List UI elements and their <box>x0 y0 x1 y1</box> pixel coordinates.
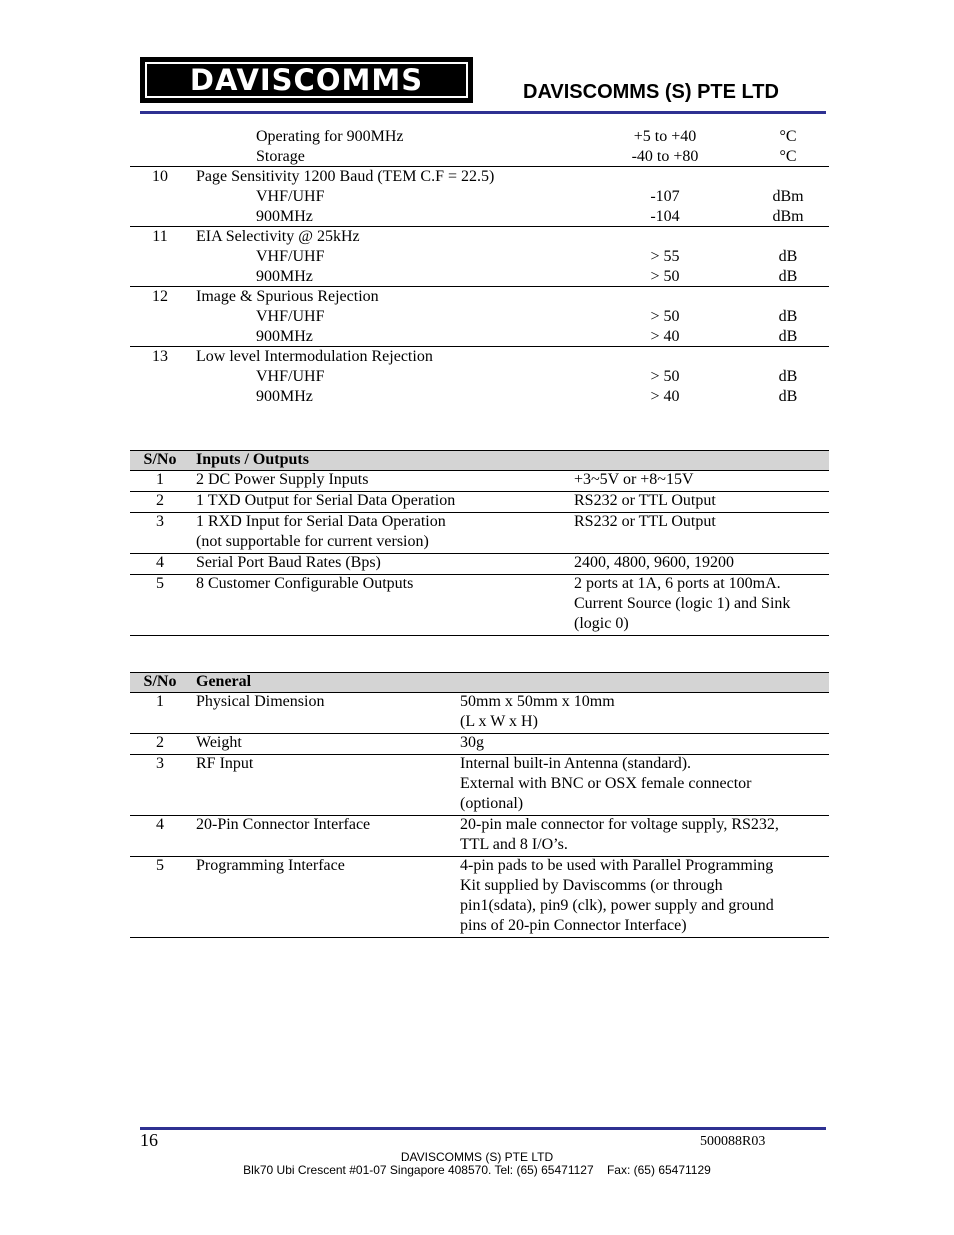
spec-unit: dB <box>778 368 798 385</box>
spec-value: > 50 <box>650 368 680 385</box>
row-detail: Internal built-in Antenna (standard). <box>460 755 692 772</box>
spec-parameter: EIA Selectivity @ 25kHz <box>196 228 360 245</box>
spec-unit: dB <box>778 248 798 265</box>
spec-sno: 12 <box>152 288 168 305</box>
spec-value: > 40 <box>650 328 680 345</box>
row-detail: RS232 or TTL Output <box>574 513 716 530</box>
page-number: 16 <box>140 1130 158 1150</box>
row-sno: 3 <box>156 755 164 772</box>
row-detail: 2400, 4800, 9600, 19200 <box>574 554 734 571</box>
row-item: Serial Port Baud Rates (Bps) <box>196 554 381 571</box>
logo-text: DAVISCOMMS <box>145 62 468 98</box>
spec-parameter: Image & Spurious Rejection <box>196 288 379 305</box>
spec-value: > 40 <box>650 388 680 405</box>
table-header-sno: S/No <box>143 673 177 690</box>
row-item: RF Input <box>196 755 254 772</box>
row-sno: 1 <box>156 471 164 488</box>
spec-subitem: 900MHz <box>256 328 313 345</box>
spec-subitem: 900MHz <box>256 268 313 285</box>
spec-subitem: 900MHz <box>256 208 313 225</box>
spec-subitem: Operating for 900MHz <box>256 128 404 145</box>
row-item: 1 RXD Input for Serial Data Operation <box>196 513 446 530</box>
spec-sno: 11 <box>152 228 168 245</box>
row-detail: (optional) <box>460 795 524 812</box>
spec-table <box>0 0 954 420</box>
spec-value: > 50 <box>650 308 680 325</box>
spec-subitem: Storage <box>256 148 305 165</box>
spec-parameter: Low level Intermodulation Rejection <box>196 348 433 365</box>
row-sno: 4 <box>156 554 164 571</box>
table-header-sno: S/No <box>143 451 177 468</box>
row-detail: 4-pin pads to be used with Parallel Programming <box>460 857 774 874</box>
spec-unit: °C <box>779 148 797 165</box>
spec-subitem: 900MHz <box>256 388 313 405</box>
spec-row-rule <box>130 286 829 287</box>
row-detail: (L x W x H) <box>460 713 538 730</box>
header-company-name: DAVISCOMMS (S) PTE LTD <box>523 81 779 103</box>
row-detail: Current Source (logic 1) and Sink <box>574 595 791 612</box>
row-sno: 2 <box>156 492 164 509</box>
spec-row-rule <box>130 346 829 347</box>
row-sno: 2 <box>156 734 164 751</box>
table-row-rule <box>130 937 829 938</box>
spec-unit: dBm <box>772 208 804 225</box>
row-detail: 50mm x 50mm x 10mm <box>460 693 615 710</box>
spec-unit: dB <box>778 328 798 345</box>
spec-row-rule <box>130 166 829 167</box>
spec-subitem: VHF/UHF <box>256 188 325 205</box>
spec-unit: °C <box>779 128 797 145</box>
spec-subitem: VHF/UHF <box>256 308 325 325</box>
row-sno: 1 <box>156 693 164 710</box>
row-detail: 30g <box>460 734 484 751</box>
footer-address: Blk70 Ubi Crescent #01-07 Singapore 408570. Tel: (65) 65471127 Fax: (65) 65471129 <box>243 1163 711 1177</box>
spec-unit: dBm <box>772 188 804 205</box>
row-item: Programming Interface <box>196 857 345 874</box>
spec-value: -104 <box>650 208 680 225</box>
row-detail: pin1(sdata), pin9 (clk), power supply and ground <box>460 897 774 914</box>
spec-value: > 50 <box>650 268 680 285</box>
row-sno: 5 <box>156 575 164 592</box>
row-sno: 5 <box>156 857 164 874</box>
row-item: Weight <box>196 734 242 751</box>
spec-value: +5 to +40 <box>633 128 697 145</box>
spec-subitem: VHF/UHF <box>256 248 325 265</box>
table-header-title: General <box>196 673 252 690</box>
spec-value: -107 <box>650 188 680 205</box>
row-detail: RS232 or TTL Output <box>574 492 716 509</box>
spec-subitem: VHF/UHF <box>256 368 325 385</box>
row-detail: TTL and 8 I/O’s. <box>460 836 568 853</box>
spec-value: > 55 <box>650 248 680 265</box>
footer-rule <box>140 1127 826 1130</box>
row-detail: (logic 0) <box>574 615 629 632</box>
spec-unit: dB <box>778 388 798 405</box>
spec-unit: dB <box>778 268 798 285</box>
row-sno: 3 <box>156 513 164 530</box>
spec-parameter: Page Sensitivity 1200 Baud (TEM C.F = 22.5) <box>196 168 495 185</box>
spec-row-rule <box>130 226 829 227</box>
footer-company: DAVISCOMMS (S) PTE LTD <box>400 1150 554 1164</box>
table-row-rule <box>130 635 829 636</box>
row-item: 1 TXD Output for Serial Data Operation <box>196 492 456 509</box>
spec-unit: dB <box>778 308 798 325</box>
row-item: 20-Pin Connector Interface <box>196 816 371 833</box>
row-item: (not supportable for current version) <box>196 533 429 550</box>
row-item: Physical Dimension <box>196 693 325 710</box>
row-detail: 20-pin male connector for voltage supply, RS232, <box>460 816 779 833</box>
row-detail: External with BNC or OSX female connector <box>460 775 752 792</box>
row-detail: 2 ports at 1A, 6 ports at 100mA. <box>574 575 781 592</box>
row-detail: pins of 20-pin Connector Interface) <box>460 917 687 934</box>
document-number: 500088R03 <box>700 1134 766 1149</box>
spec-sno: 10 <box>152 168 168 185</box>
table-header-title: Inputs / Outputs <box>196 451 309 468</box>
row-item: 2 DC Power Supply Inputs <box>196 471 369 488</box>
row-detail: +3~5V or +8~15V <box>574 471 694 488</box>
row-sno: 4 <box>156 816 164 833</box>
spec-sno: 13 <box>152 348 168 365</box>
row-item: 8 Customer Configurable Outputs <box>196 575 414 592</box>
spec-value: -40 to +80 <box>631 148 699 165</box>
row-detail: Kit supplied by Daviscomms (or through <box>460 877 723 894</box>
